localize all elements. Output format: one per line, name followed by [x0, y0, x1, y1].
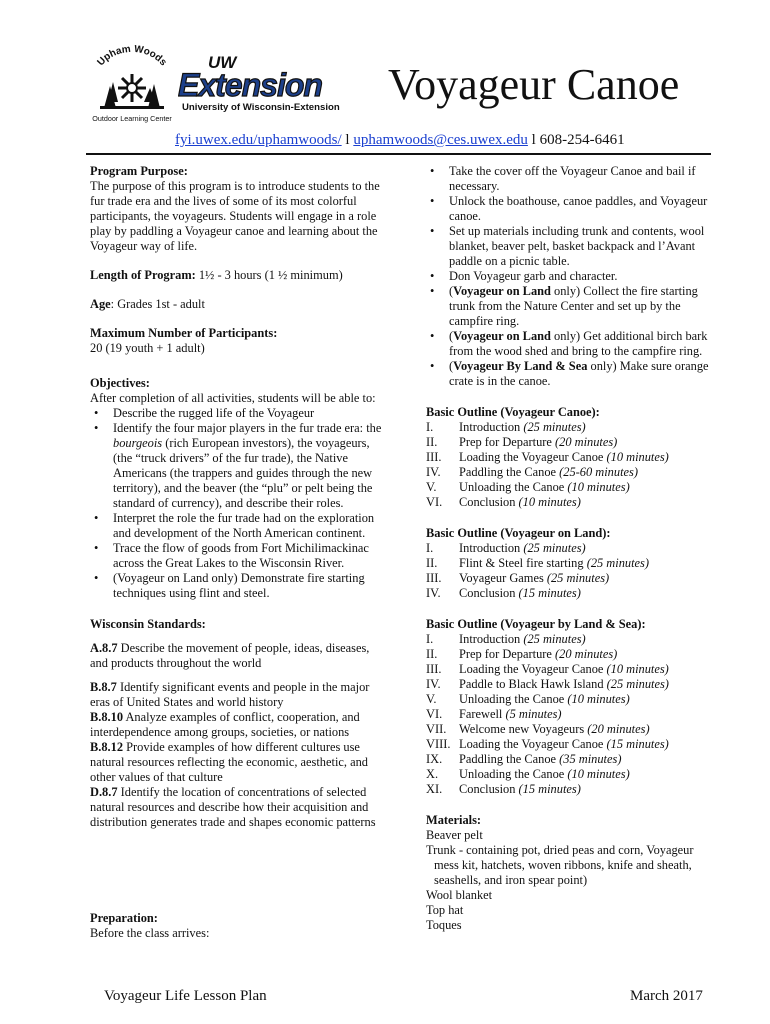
- standard-item: B.8.12 Provide examples of how different cultures use natural resources reflecting the economic, aesthetic, and other values of that culture: [90, 740, 368, 784]
- list-item: • Take the cover off the Voyageur Canoe and bail if necessary.: [430, 164, 696, 193]
- list-item: • Interpret the role the fur trade had on the exploration and development of the North American continent.: [94, 511, 375, 540]
- outline-number: III.: [426, 662, 442, 676]
- outline-item: [426, 420, 716, 435]
- outline-land-section: [426, 526, 716, 601]
- participants-label: Maximum Number of Participants:: [90, 326, 278, 340]
- bullet-icon: •: [430, 164, 435, 178]
- outline-item: [426, 556, 716, 571]
- preparation-text: Before the class arrives:: [90, 926, 210, 940]
- materials-label: Materials:: [426, 813, 482, 827]
- outline-item: [426, 450, 716, 465]
- upham-woods-logo: [86, 42, 178, 124]
- outline-canoe-label: Basic Outline (Voyageur Canoe):: [426, 405, 600, 419]
- preparation-section: [90, 911, 390, 941]
- outline-number: VII.: [426, 722, 447, 736]
- outline-text: Conclusion (10 minutes): [459, 495, 581, 509]
- contact-line: [175, 131, 625, 149]
- outline-text: Prep for Departure (20 minutes): [459, 647, 618, 661]
- outline-text: Loading the Voyageur Canoe (10 minutes): [459, 662, 669, 676]
- outline-land-list: [426, 541, 716, 601]
- outline-duration: (20 minutes): [555, 435, 618, 449]
- list-item: • Describe the rugged life of the Voyageur: [94, 406, 315, 420]
- bullet-icon: •: [430, 224, 435, 238]
- outline-canoe-list: [426, 420, 716, 510]
- extension-logo-text: Extension: [178, 67, 322, 103]
- outline-text: Conclusion (15 minutes): [459, 782, 581, 796]
- list-item: Beaver pelt: [426, 828, 483, 842]
- upham-logo-top-text: Upham Woods: [95, 43, 169, 69]
- outline-duration: (15 minutes): [518, 586, 581, 600]
- length-text: 1½ - 3 hours (1 ½ minimum): [195, 268, 343, 282]
- objectives-list: [90, 406, 390, 601]
- outline-number: I.: [426, 632, 434, 646]
- standards-section: [90, 617, 390, 830]
- outline-text: Loading the Voyageur Canoe (10 minutes): [459, 450, 669, 464]
- outline-duration: (25 minutes): [586, 556, 649, 570]
- outline-land-sea-section: [426, 617, 716, 797]
- footer-date: March 2017: [630, 988, 703, 1004]
- outline-text: Introduction (25 minutes): [459, 541, 586, 555]
- list-item: Toques: [426, 918, 462, 932]
- outline-text: Paddling the Canoe (25-60 minutes): [459, 465, 638, 479]
- outline-duration: (10 minutes): [606, 450, 669, 464]
- outline-item: [426, 692, 716, 707]
- outline-number: X.: [426, 767, 439, 781]
- outline-duration: (10 minutes): [518, 495, 581, 509]
- outline-item: [426, 586, 716, 601]
- list-item: • (Voyageur By Land & Sea only) Make sure orange crate is in the canoe.: [430, 359, 709, 388]
- outline-land-sea-list: [426, 632, 716, 797]
- purpose-label: Program Purpose:: [90, 164, 188, 178]
- outline-item: [426, 662, 716, 677]
- outline-number: I.: [426, 420, 434, 434]
- outline-text: Unloading the Canoe (10 minutes): [459, 767, 630, 781]
- outline-duration: (25 minutes): [523, 420, 586, 434]
- outline-text: Flint & Steel fire starting (25 minutes): [459, 556, 649, 570]
- outline-text: Unloading the Canoe (10 minutes): [459, 480, 630, 494]
- outline-number: XI.: [426, 782, 443, 796]
- outline-item: [426, 722, 716, 737]
- purpose-text: The purpose of this program is to introduce students to the fur trade era and the lives of some of its most colorful participants, the voyageurs. Students will engage in a role play by paddling a Voyageur canoe and learning about the Voyageur way of life.: [90, 179, 380, 253]
- footer-doc-name: Voyageur Life Lesson Plan: [104, 988, 267, 1004]
- list-item: • (Voyageur on Land only) Get additional birch bark from the wood shed and bring to the campfire ring.: [430, 329, 708, 358]
- outline-item: [426, 647, 716, 662]
- outline-number: III.: [426, 450, 442, 464]
- list-item: • Unlock the boathouse, canoe paddles, and Voyageur canoe.: [430, 194, 708, 223]
- right-column: [426, 164, 716, 933]
- purpose-section: [90, 164, 390, 254]
- objectives-label: Objectives:: [90, 376, 150, 390]
- svg-text:Upham Woods: [95, 44, 169, 69]
- outline-item: [426, 782, 716, 797]
- phone-number: 608-254-6461: [539, 132, 625, 148]
- age-label: Age: [90, 297, 111, 311]
- bullet-icon: •: [430, 269, 435, 283]
- bullet-icon: •: [94, 406, 99, 420]
- participants-section: [90, 326, 390, 356]
- preparation-list: [426, 164, 716, 389]
- list-item: Top hat: [426, 903, 464, 917]
- outline-text: Loading the Voyageur Canoe (15 minutes): [459, 737, 669, 751]
- outline-duration: (20 minutes): [555, 647, 618, 661]
- outline-canoe-section: [426, 405, 716, 510]
- objectives-intro: After completion of all activities, students will be able to:: [90, 391, 376, 405]
- extension-logo-subtitle: University of Wisconsin-Extension: [182, 102, 340, 113]
- outline-number: III.: [426, 571, 442, 585]
- standard-item: B.8.10 Analyze examples of conflict, cooperation, and interdependence among groups, societies, or nations: [90, 710, 360, 739]
- list-item: Trunk - containing pot, dried peas and corn, Voyageur mess kit, hatchets, woven ribbons, knife and sheath, seashells, and iron spear point): [426, 843, 694, 887]
- standard-item: B.8.7 Identify significant events and people in the major eras of United States and world history: [90, 680, 370, 709]
- outline-text: Introduction (25 minutes): [459, 420, 586, 434]
- bullet-icon: •: [94, 541, 99, 555]
- outline-item: [426, 435, 716, 450]
- outline-item: [426, 752, 716, 767]
- left-column: [90, 164, 390, 830]
- outline-text: Paddle to Black Hawk Island (25 minutes): [459, 677, 669, 691]
- outline-text: Introduction (25 minutes): [459, 632, 586, 646]
- contact-separator: l: [527, 132, 540, 148]
- outline-number: I.: [426, 541, 434, 555]
- outline-duration: (25 minutes): [606, 677, 669, 691]
- bullet-icon: •: [94, 571, 99, 585]
- preparation-label: Preparation:: [90, 911, 158, 925]
- outline-duration: (15 minutes): [518, 782, 581, 796]
- length-label: Length of Program:: [90, 268, 196, 282]
- outline-duration: (10 minutes): [567, 767, 630, 781]
- outline-text: Prep for Departure (20 minutes): [459, 435, 618, 449]
- list-item: • (Voyageur on Land only) Collect the fire starting trunk from the Nature Center and set up by the campfire ring.: [430, 284, 698, 328]
- outline-duration: (5 minutes): [505, 707, 562, 721]
- standard-item: A.8.7 Describe the movement of people, ideas, diseases, and products throughout the world: [90, 641, 370, 670]
- outline-number: V.: [426, 692, 437, 706]
- outline-number: VI.: [426, 495, 443, 509]
- list-item: • Don Voyageur garb and character.: [430, 269, 618, 283]
- outline-item: [426, 495, 716, 510]
- materials-list: [426, 828, 716, 933]
- contact-separator: l: [341, 132, 354, 148]
- outline-number: IV.: [426, 465, 441, 479]
- materials-section: [426, 813, 716, 933]
- email-link[interactable]: uphamwoods@ces.uwex.edu: [353, 132, 528, 148]
- length-section: [90, 268, 390, 283]
- outline-text: Paddling the Canoe (35 minutes): [459, 752, 622, 766]
- website-link[interactable]: fyi.uwex.edu/uphamwoods/: [175, 132, 342, 148]
- outline-text: Welcome new Voyageurs (20 minutes): [459, 722, 650, 736]
- outline-text: Voyageur Games (25 minutes): [459, 571, 610, 585]
- outline-duration: (25-60 minutes): [559, 465, 638, 479]
- outline-number: II.: [426, 556, 438, 570]
- outline-land-label: Basic Outline (Voyageur on Land):: [426, 526, 611, 540]
- outline-land-sea-label: Basic Outline (Voyageur by Land & Sea):: [426, 617, 646, 631]
- bullet-icon: •: [430, 329, 435, 343]
- outline-number: IX.: [426, 752, 443, 766]
- outline-item: [426, 541, 716, 556]
- bullet-icon: •: [430, 194, 435, 208]
- objectives-section: [90, 376, 390, 601]
- outline-number: IV.: [426, 586, 441, 600]
- uw-extension-logo: [178, 52, 348, 114]
- outline-duration: (25 minutes): [523, 632, 586, 646]
- outline-number: V.: [426, 480, 437, 494]
- bullet-icon: •: [94, 421, 99, 435]
- age-section: [90, 297, 390, 312]
- outline-item: [426, 465, 716, 480]
- outline-item: [426, 571, 716, 586]
- outline-item: [426, 767, 716, 782]
- bullet-icon: •: [94, 511, 99, 525]
- outline-item: [426, 480, 716, 495]
- outline-text: Conclusion (15 minutes): [459, 586, 581, 600]
- outline-item: [426, 707, 716, 722]
- page-title: Voyageur Canoe: [388, 60, 680, 109]
- list-item: • (Voyageur on Land only) Demonstrate fire starting techniques using flint and steel.: [94, 571, 365, 600]
- outline-duration: (10 minutes): [567, 480, 630, 494]
- list-item: • Trace the flow of goods from Fort Michilimackinac across the Great Lakes to the Wisconsin River.: [94, 541, 369, 570]
- outline-number: IV.: [426, 677, 441, 691]
- header-divider: [86, 153, 711, 155]
- outline-text: Farewell (5 minutes): [459, 707, 562, 721]
- bullet-icon: •: [430, 284, 435, 298]
- outline-item: [426, 632, 716, 647]
- outline-number: II.: [426, 647, 438, 661]
- list-item: • Identify the four major players in the fur trade era: the bourgeois (rich European investors), the voyageurs, (the “truck drivers” of the fur trade), the Native Americans (the trappers and guides through the new territory), and the beaver (the “plu” or pelt being the standard of currency), and describe their roles.: [94, 421, 382, 510]
- outline-duration: (35 minutes): [559, 752, 622, 766]
- outline-duration: (20 minutes): [587, 722, 650, 736]
- upham-logo-bottom-text: Outdoor Learning Center: [92, 114, 172, 123]
- outline-duration: (10 minutes): [606, 662, 669, 676]
- outline-duration: (25 minutes): [523, 541, 586, 555]
- outline-text: Unloading the Canoe (10 minutes): [459, 692, 630, 706]
- outline-number: VIII.: [426, 737, 451, 751]
- outline-item: [426, 677, 716, 692]
- outline-duration: (25 minutes): [546, 571, 610, 585]
- participants-text: 20 (19 youth + 1 adult): [90, 341, 205, 355]
- uw-logo-text: UW: [208, 53, 237, 72]
- outline-item: [426, 737, 716, 752]
- bullet-icon: •: [430, 359, 435, 373]
- standards-label: Wisconsin Standards:: [90, 617, 206, 631]
- age-text: : Grades 1st - adult: [110, 297, 205, 311]
- outline-duration: (15 minutes): [606, 737, 669, 751]
- outline-number: II.: [426, 435, 438, 449]
- list-item: • Set up materials including trunk and contents, wool blanket, beaver pelt, basket backpack and l’Avant paddle on a picnic table.: [430, 224, 705, 268]
- outline-duration: (10 minutes): [567, 692, 630, 706]
- standard-item: D.8.7 Identify the location of concentrations of selected natural resources and describe how their acquisition and distribution generates trade and shapes economic patterns: [90, 785, 376, 829]
- outline-number: VI.: [426, 707, 443, 721]
- list-item: Wool blanket: [426, 888, 493, 902]
